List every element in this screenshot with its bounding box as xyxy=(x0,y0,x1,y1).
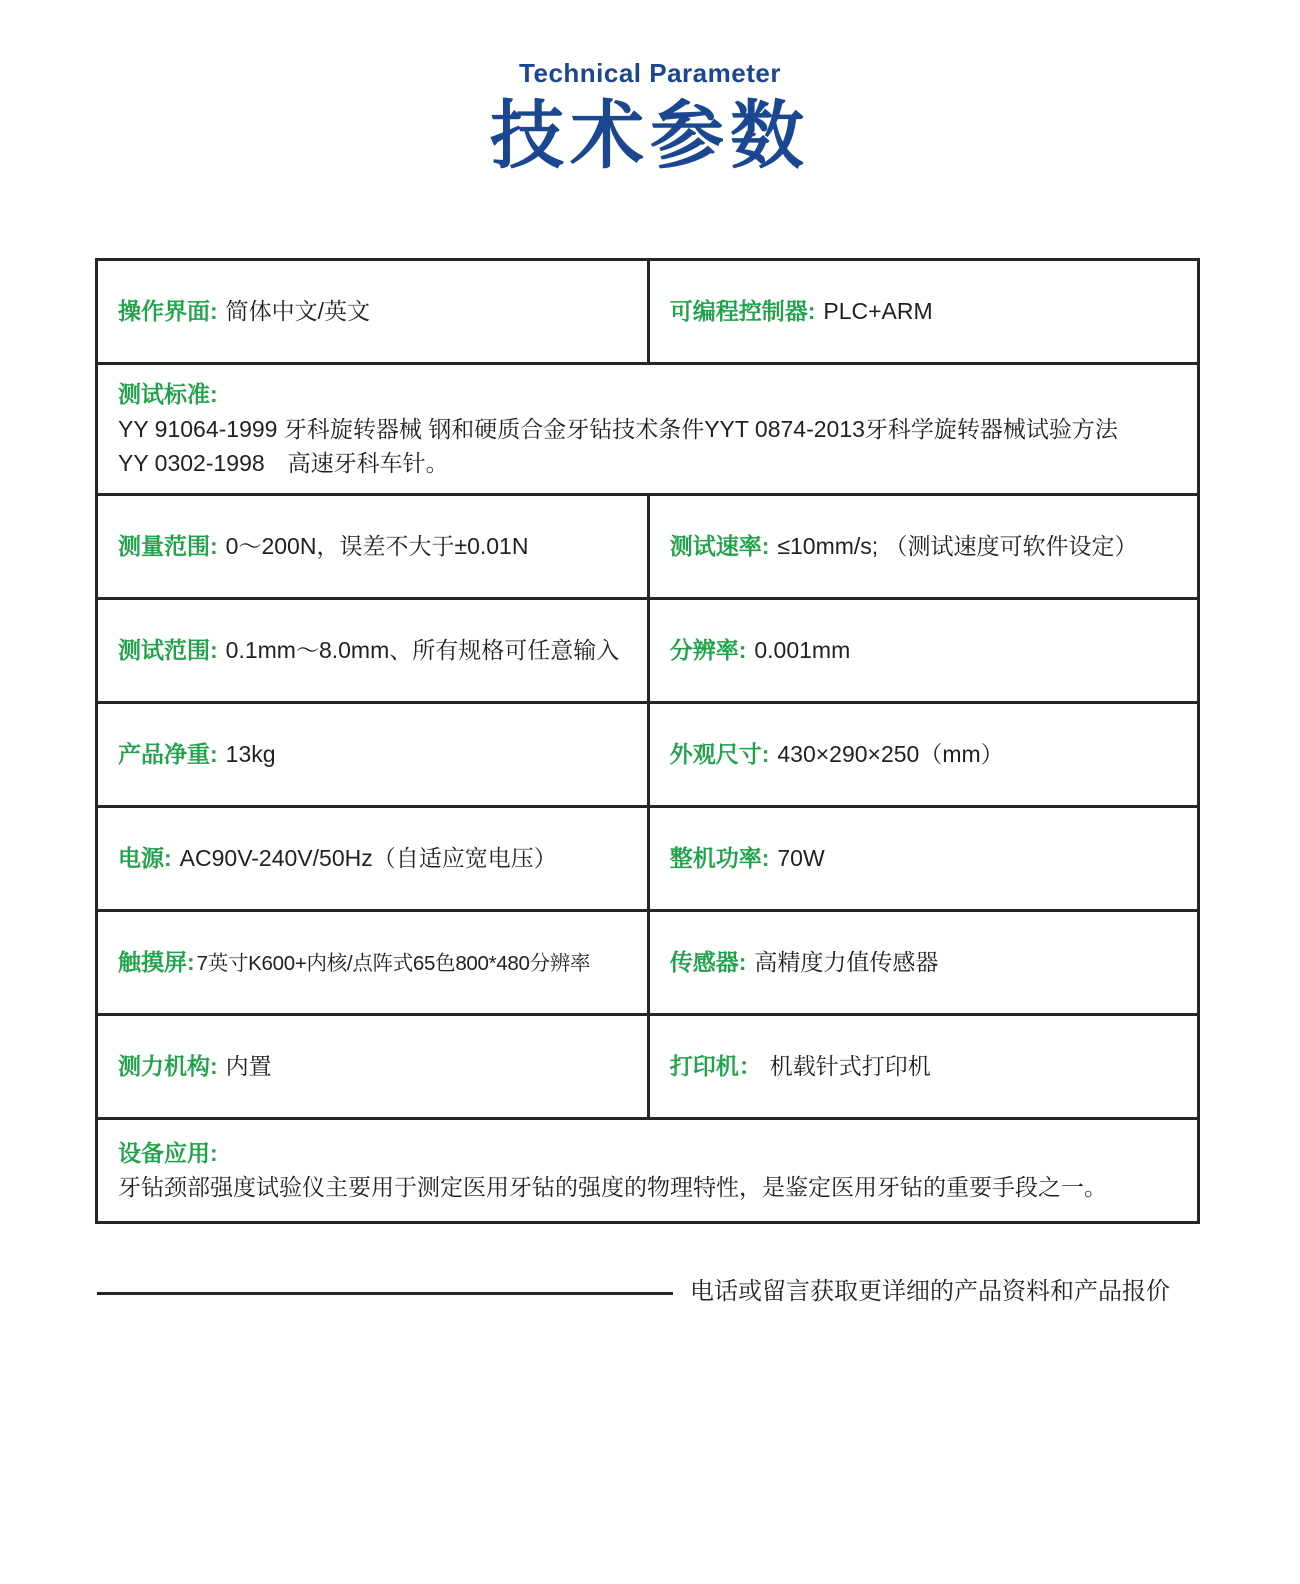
param-label: 外观尺寸: xyxy=(669,740,770,767)
param-value: 0～200N，误差不大于±0.01N xyxy=(225,532,529,559)
table-row xyxy=(95,701,1200,808)
param-label: 触摸屏: xyxy=(118,948,195,975)
param-cell xyxy=(98,912,650,1013)
table-row xyxy=(95,1117,1200,1224)
param-label: 电源: xyxy=(118,844,172,871)
param-value: 7英寸K600+内核/点阵式65色800*480分辨率 xyxy=(196,951,591,975)
param-value: 内置 xyxy=(225,1052,272,1079)
param-cell xyxy=(650,600,1197,701)
table-row xyxy=(95,362,1200,496)
param-cell xyxy=(98,808,650,909)
footer-divider-line xyxy=(97,1292,673,1295)
param-cell xyxy=(650,704,1197,805)
param-value: 13kg xyxy=(225,740,276,767)
param-cell xyxy=(98,1120,1197,1221)
param-cell xyxy=(98,496,650,597)
param-cell xyxy=(98,1016,650,1117)
param-label: 设备应用: xyxy=(118,1139,218,1166)
param-value: 0.001mm xyxy=(754,636,851,663)
param-label: 测试范围: xyxy=(118,636,218,663)
footer-note: 电话或留言获取更详细的产品资料和产品报价 xyxy=(690,1278,1170,1305)
param-value: 70W xyxy=(777,844,825,871)
page-title: 技术参数 xyxy=(490,94,810,177)
table-row xyxy=(95,597,1200,704)
param-cell xyxy=(650,808,1197,909)
param-cell xyxy=(98,261,650,362)
param-value: 高精度力值传感器 xyxy=(754,948,939,975)
param-label: 测试标准: xyxy=(118,381,218,407)
param-label: 分辨率: xyxy=(669,636,747,663)
param-label: 测量范围: xyxy=(118,532,218,559)
param-cell xyxy=(98,365,1197,493)
param-value: 430×290×250（mm） xyxy=(777,740,1004,767)
table-row xyxy=(95,805,1200,912)
param-label: 产品净重: xyxy=(118,740,218,767)
param-value: 0.1mm～8.0mm、所有规格可任意输入 xyxy=(225,636,620,663)
param-label: 操作界面: xyxy=(118,298,218,325)
param-cell xyxy=(650,496,1197,597)
param-value: AC90V-240V/50Hz（自适应宽电压） xyxy=(179,844,557,871)
param-label: 整机功率: xyxy=(669,844,770,871)
param-label: 测力机构: xyxy=(118,1052,218,1079)
page-subtitle: Technical Parameter xyxy=(519,58,781,88)
table-row xyxy=(95,909,1200,1016)
param-value: ≤10mm/s; （测试速度可软件设定） xyxy=(777,532,1138,559)
page-header xyxy=(0,58,1300,175)
param-cell xyxy=(650,1016,1197,1117)
param-cell xyxy=(98,704,650,805)
param-value: PLC+ARM xyxy=(823,298,933,325)
param-label: 可编程控制器: xyxy=(669,298,816,325)
param-value: 机载针式打印机 xyxy=(769,1052,931,1079)
param-label: 传感器: xyxy=(669,948,747,975)
table-row xyxy=(95,1013,1200,1120)
param-value: 牙钻颈部强度试验仪主要用于测定医用牙钻的强度的物理特性，是鉴定医用牙钻的重要手段之一。 xyxy=(118,1174,1107,1200)
param-cell xyxy=(98,600,650,701)
table-row xyxy=(95,493,1200,600)
param-cell xyxy=(650,261,1197,362)
param-label: 打印机： xyxy=(669,1052,762,1079)
table-row xyxy=(95,258,1200,365)
param-cell xyxy=(650,912,1197,1013)
param-value: 简体中文/英文 xyxy=(225,298,371,325)
spec-table xyxy=(95,258,1200,1224)
param-value: YY 91064-1999 牙科旋转器械 钢和硬质合金牙钻技术条件YYT 0874-2013牙科学旋转器械试验方法 YY 0302-1998 高速牙科车针。 xyxy=(118,415,1118,476)
param-label: 测试速率: xyxy=(669,532,770,559)
